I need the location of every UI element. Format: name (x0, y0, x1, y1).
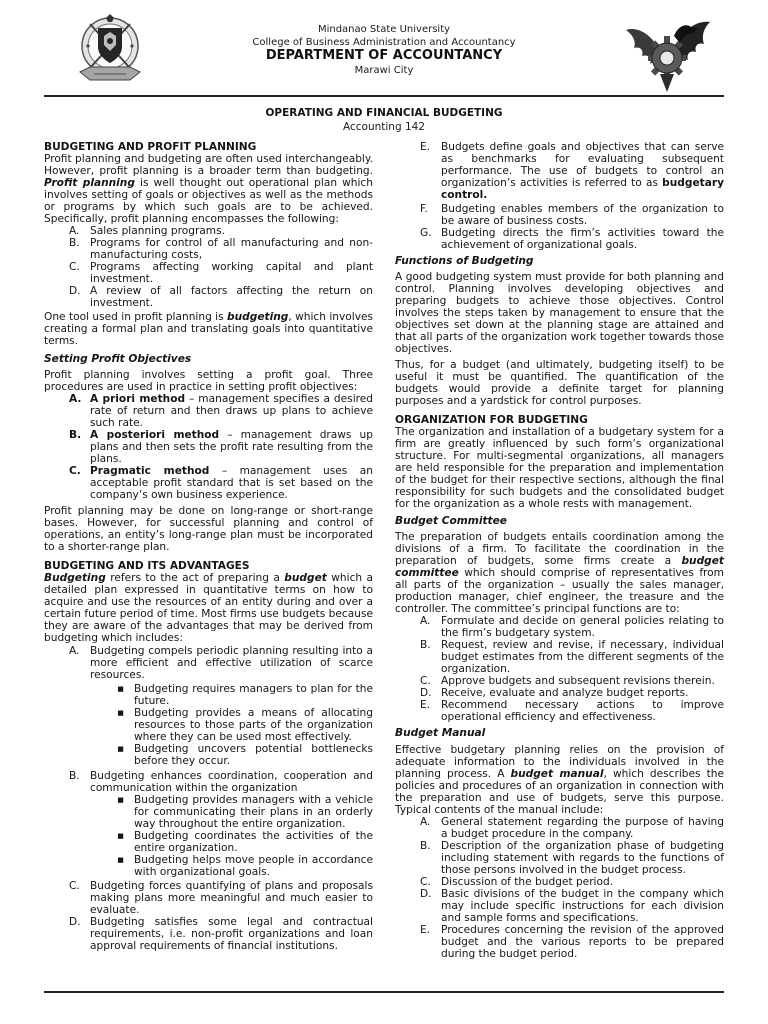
bullet-item: ▪ Budgeting provides managers with a vehicle for communicating their plans in an orderly way throughout the entire organization. (90, 794, 373, 830)
department-name: DEPARTMENT OF ACCOUNTANCY (265, 48, 503, 63)
list-item-text: Budgeting enhances coordination, cooperation and communication within the organization (90, 770, 373, 794)
profit-objective-methods-list (44, 393, 373, 501)
right-column (395, 141, 724, 960)
advantages-intro-paragraph (44, 572, 373, 644)
list-item-text: Budgeting satisfies some legal and contractual requirements, i.e. non-profit organizations and loan approval requirements of financial institutions. (90, 916, 373, 952)
list-marker: B. (420, 840, 431, 852)
emphasized-term: budgetary control. (441, 177, 724, 201)
list-marker: D. (69, 285, 81, 297)
emphasized-term: Budgeting (44, 572, 106, 584)
list-marker: C. (420, 876, 431, 888)
profit-planning-paragraph (44, 153, 373, 225)
list-marker: C. (420, 675, 431, 687)
footer-divider (44, 991, 724, 993)
text-run: which should comprise of representatives from all parts of the organization – usually the sales manager, production manager, chief engineer, the treasure and the controller. The committee’s principal functions are to: (395, 567, 724, 615)
heading-organization-for-budgeting: ORGANIZATION FOR BUDGETING (395, 414, 588, 426)
list-item-text: Budgeting enables members of the organization to be aware of business costs. (441, 203, 724, 227)
budget-manual-paragraph (395, 744, 724, 816)
text-run: The preparation of budgets entails coordination among the divisions of a firm. To facilitate the coordination in the preparation of budgets, some firms create a (395, 531, 724, 567)
heading-budgeting-and-its-advantages: BUDGETING AND ITS ADVANTAGES (44, 560, 250, 572)
bullet-item: ▪ Budgeting requires managers to plan for the future. (90, 683, 373, 707)
list-item (395, 687, 724, 699)
planning-range-paragraph: Profit planning may be done on long-range or short-range bases. However, for successful planning and control of operations, an entity’s long-range plan must be incorporated to a shorter-range plan. (44, 505, 373, 553)
list-item (395, 203, 724, 227)
list-item (395, 675, 724, 687)
list-marker: E. (420, 699, 431, 711)
list-marker: C. (69, 261, 80, 273)
advantages-list (44, 645, 373, 952)
list-item-text: Description of the organization phase of budgeting including statement with regards to the functions of those persons involved in the budget process. (441, 840, 724, 876)
budget-committee-paragraph (395, 531, 724, 615)
list-marker: A. (69, 645, 80, 657)
list-item (44, 393, 373, 429)
list-marker: D. (69, 916, 81, 928)
list-item-text: Procedures concerning the revision of the approved budget and the various reports to be prepared during the budget period. (441, 924, 724, 960)
list-item (44, 429, 373, 465)
list-item-text: Discussion of the budget period. (441, 876, 614, 888)
emphasized-term: budget manual (510, 768, 604, 780)
text-run: refers to the act of preparing a (105, 572, 285, 584)
list-item (44, 916, 373, 952)
list-marker: A. (69, 393, 82, 405)
list-item-text: – management uses an acceptable profit standard that is set based on the company’s own business experience. (90, 465, 373, 501)
list-item-text: Programs affecting working capital and plant investment. (90, 261, 373, 285)
list-item (44, 285, 373, 309)
list-item (44, 465, 373, 501)
list-item (44, 237, 373, 261)
text-run: Profit planning and budgeting are often used interchangeably. However, profit planning is a broader term than budgeting. (44, 153, 373, 177)
method-term: Pragmatic method (90, 465, 210, 477)
list-item-text: Formulate and decide on general policies relating to the firm’s budgetary system. (441, 615, 724, 639)
list-item-text: Budgeting directs the firm’s activities toward the achievement of organizational goals. (441, 227, 724, 251)
list-item-text: – management specifies a desired rate of return and then draws up plans to achieve such rate. (90, 393, 373, 429)
list-item (44, 261, 373, 285)
bullet-list (90, 794, 373, 878)
emphasized-term: budget (284, 572, 327, 584)
functions-paragraph-1: A good budgeting system must provide for both planning and control. Planning involves developing objectives and preparing budgets to achieve those objectives. Control involves the steps taken by management to ensure that the objectives set down at the planning stage are attained and that all parts of the organization work together towards those objectives. (395, 271, 724, 355)
list-item (395, 888, 724, 924)
list-item-text: Budgeting compels periodic planning resulting into a more efficient and effective utilization of scarce resources. (90, 645, 373, 681)
list-marker: E. (420, 924, 431, 936)
list-marker: D. (420, 687, 432, 699)
list-marker: B. (69, 237, 80, 249)
profit-planning-list (44, 225, 373, 309)
list-item (395, 840, 724, 876)
heading-setting-profit-objectives: Setting Profit Objectives (44, 353, 192, 365)
list-item-text: General statement regarding the purpose of having a budget procedure in the company. (441, 816, 724, 840)
bullet-item: ▪ Budgeting coordinates the activities of the entire organization. (90, 830, 373, 854)
list-marker: B. (69, 429, 82, 441)
text-run: , which describes the policies and procedures of an organization in connection with the preparation and use of budgets, serve this purpose. Typical contents of the manual include: (395, 768, 724, 816)
method-term: A posteriori method (90, 429, 220, 441)
emphasized-term: budgeting (227, 311, 289, 323)
list-marker: A. (420, 816, 431, 828)
list-item (395, 924, 724, 960)
list-marker: B. (69, 770, 80, 782)
committee-functions-list (395, 615, 724, 723)
list-item (395, 699, 724, 723)
manual-contents-list (395, 816, 724, 960)
list-item-text: Approve budgets and subsequent revisions therein. (441, 675, 715, 687)
document-title: OPERATING AND FINANCIAL BUDGETING (265, 107, 503, 119)
advantages-list-continued (395, 141, 724, 251)
heading-budget-committee: Budget Committee (395, 515, 507, 527)
functions-paragraph-2: Thus, for a budget (and ultimately, budgeting itself) to be useful it must be quantified. The quantification of the budgets would provide a definite target for planning purposes and a yardstick for control purposes. (395, 359, 724, 407)
list-item-text: Recommend necessary actions to improve operational efficiency and effectiveness. (441, 699, 724, 723)
city-name: Marawi City (354, 65, 414, 76)
list-item (395, 816, 724, 840)
text-run: which a detailed plan expressed in quantitative terms on how to acquire and use the resources of an entity during and over a certain future period of time. Most firms use budgets because they are aware of the advantages that may be derived from budgeting which includes: (44, 572, 373, 644)
list-marker: A. (420, 615, 431, 627)
list-item-text: A review of all factors affecting the return on investment. (90, 285, 373, 309)
text-run: is well thought out operational plan which involves setting of goals or objectives as well as the methods or programs by which such goals are to be achieved. Specifically, profit planning encompasses the following: (44, 177, 373, 225)
list-marker: G. (420, 227, 432, 239)
list-item (44, 225, 373, 237)
list-item (44, 770, 373, 878)
list-item (395, 615, 724, 639)
bullet-item: ▪ Budgeting helps move people in accordance with organizational goals. (90, 854, 373, 878)
text-run: , which involves creating a formal plan and translating goals into quantitative terms. (44, 311, 373, 347)
list-marker: A. (69, 225, 80, 237)
university-name: Mindanao State University (317, 24, 451, 35)
college-name: College of Business Administration and Accountancy (252, 37, 516, 48)
list-marker: F. (420, 203, 428, 215)
list-item-text: Receive, evaluate and analyze budget reports. (441, 687, 689, 699)
list-item-text: Budgets define goals and objectives that can serve as benchmarks for evaluating subsequent performance. The use of budgets to control an organization’s activities is referred to as (441, 141, 724, 189)
text-run: Effective budgetary planning relies on the provision of adequate information to the individuals involved in the planning process. A (395, 744, 724, 780)
course-code: Accounting 142 (342, 121, 425, 133)
bullet-item: ▪ Budgeting uncovers potential bottlenecks before they occur. (90, 743, 373, 767)
heading-budget-manual: Budget Manual (395, 727, 486, 739)
method-term: A priori method (90, 393, 186, 405)
list-item-text: Sales planning programs. (90, 225, 226, 237)
list-marker: C. (69, 880, 80, 892)
emphasized-term: budget committee (395, 555, 724, 579)
list-marker: B. (420, 639, 431, 651)
list-item-text: Programs for control of all manufacturing and non-manufacturing costs, (90, 237, 373, 261)
list-marker: E. (420, 141, 431, 153)
left-column (44, 141, 373, 952)
list-item-text: Basic divisions of the budget in the company which may include specific instructions for each division and sample forms and specifications. (441, 888, 724, 924)
list-marker: D. (420, 888, 432, 900)
list-item (395, 876, 724, 888)
heading-budgeting-and-profit-planning: BUDGETING AND PROFIT PLANNING (44, 141, 257, 153)
emphasized-term: Profit planning (44, 177, 135, 189)
profit-objectives-intro: Profit planning involves setting a profit goal. Three procedures are used in practice in setting profit objectives: (44, 369, 373, 393)
list-item (395, 639, 724, 675)
list-item (44, 880, 373, 916)
list-item-text: Budgeting forces quantifying of plans and proposals making plans more meaningful and much easier to evaluate. (90, 880, 373, 916)
list-item (395, 227, 724, 251)
list-item (44, 645, 373, 767)
list-marker: C. (69, 465, 81, 477)
list-item (395, 141, 724, 201)
organization-paragraph: The organization and installation of a budgetary system for a firm are greatly influenced by such form’s organizational structure. For multi-segmental organizations, all managers are held responsible for the preparation and implementation of the budget for their respective sections, although the final responsibility for such budgets and the consolidated budget for the organization as a whole rests with management. (395, 426, 724, 510)
heading-functions-of-budgeting: Functions of Budgeting (395, 255, 534, 267)
text-run: One tool used in profit planning is (44, 311, 228, 323)
bullet-item: ▪ Budgeting provides a means of allocating resources to those parts of the organization where they can be used most effectively. (90, 707, 373, 743)
list-item-text: Request, review and revise, if necessary, individual budget estimates from the different segments of the organization. (441, 639, 724, 675)
list-item-text: – management draws up plans and then sets the profit rate resulting from the plans. (90, 429, 373, 465)
budgeting-tool-paragraph (44, 311, 373, 347)
bullet-list (90, 683, 373, 767)
header-divider (44, 95, 724, 97)
